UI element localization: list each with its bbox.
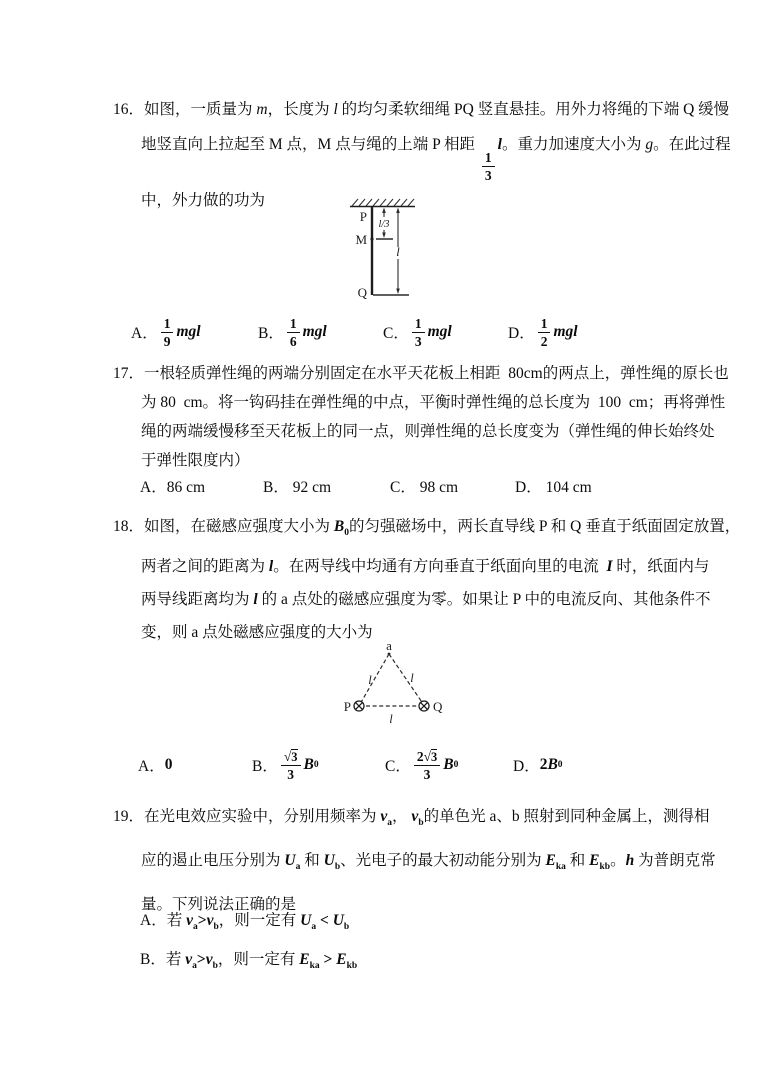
rope-point-p-label: P: [359, 209, 367, 224]
choice-18-c: C． 2 √ 3 3 B 0: [385, 748, 459, 782]
point-m-marker: [370, 237, 373, 240]
rope-point-m-label: M: [355, 232, 367, 247]
choice-16-d: D． $\frac{1}{2}$ mgl: [508, 315, 578, 349]
choice-17-d: D． 104 cm: [515, 479, 592, 496]
question-18-choices: [113, 741, 673, 789]
option-19-a: A．若 $\nu_a>\nu_b$，则一定有 $U_a < U_b$: [140, 912, 350, 932]
choice-16-c: C． $\frac{1}{3}$ mgl: [383, 315, 452, 349]
wire-q-into-page-icon: [419, 701, 429, 711]
choice-17-a: A．86 cm: [140, 479, 206, 496]
wire-p-into-page-icon: [354, 701, 364, 711]
wire-p-label: P: [343, 699, 351, 714]
ceiling-hatch: [352, 199, 414, 206]
question-16-figure: [339, 197, 424, 303]
question-16-choices: [113, 308, 673, 356]
option-19-b: B．若 $\nu_a>\nu_b$，则一定有 $E_{ka} > E_{kb}$: [140, 951, 358, 971]
question-17-choices: [113, 474, 673, 498]
wire-q-label: Q: [433, 699, 443, 714]
choice-18-d: D． 2 B 0: [513, 756, 563, 775]
choice-18-b: B． √ 3 3 B 0: [252, 748, 319, 782]
point-a-label: a: [386, 640, 392, 653]
rope-point-q-label: Q: [357, 285, 367, 300]
dimension-l-over-3-label: l/3: [378, 219, 390, 230]
side-bottom-label: l: [389, 712, 393, 726]
question-19-text: 19．在光电效应实验中，分别用频率为 $\nu_a$， $\nu_b$的单色光 a、b 照射到同种金属上，测得相 应的遏止电压分别为 $U_a$ 和 $U_b$、光电子的最大初动能分别为 $E_{ka}$ 和 $E_{kb}$。h 为普朗克常 量。下列说法正确的是: [113, 808, 716, 913]
question-16-text: 16．如图，一质量为 m，长度为 l 的均匀柔软细绳 PQ 竖直悬挂。用外力将绳的下端 Q 缓慢 地竖直向上拉起至 M 点，M 点与绳的上端 P 相距 $\frac{1}{3}$ l。重力加速度大小为 g。在此过程 中，外力做的功为: [113, 101, 731, 209]
choice-16-a: A． $\frac{1}{9}$ mgl: [131, 315, 201, 349]
dimension-l-label: l: [396, 245, 400, 259]
question-17-text: 17．一根轻质弹性绳的两端分别固定在水平天花板上相距 80cm的两点上，弹性绳的原长也 为 80 cm。将一钩码挂在弹性绳的中点，平衡时弹性绳的总长度为 100 cm；再将弹性 绳的两端缓慢移至天花板上的同一点，则弹性绳的总长度变为（弹性绳的伸长始终处 于弹性限度内）: [113, 365, 729, 469]
choice-16-b: B． $\frac{1}{6}$ mgl: [258, 315, 327, 349]
choice-17-c: C． 98 cm: [390, 479, 459, 496]
choice-18-a: A． 0: [138, 756, 173, 775]
choice-17-b: B． 92 cm: [263, 479, 332, 496]
side-left-label: l: [368, 673, 372, 687]
side-right-label: l: [410, 671, 414, 685]
question-18-figure: [341, 640, 446, 726]
question-18-text: 18．如图，在磁感应强度大小为 $B_0$的匀强磁场中，两长直导线 P 和 Q 垂直于纸面固定放置， 两者之间的距离为 l。在两导线中均通有方向垂直于纸面向里的电流 I 时，纸面内与 两导线距离均为 l 的 a 点处的磁感应强度为零。如果让 P 中的电流反向、其他条件不 变，则 a 点处磁感应强度的大小为: [113, 518, 741, 641]
